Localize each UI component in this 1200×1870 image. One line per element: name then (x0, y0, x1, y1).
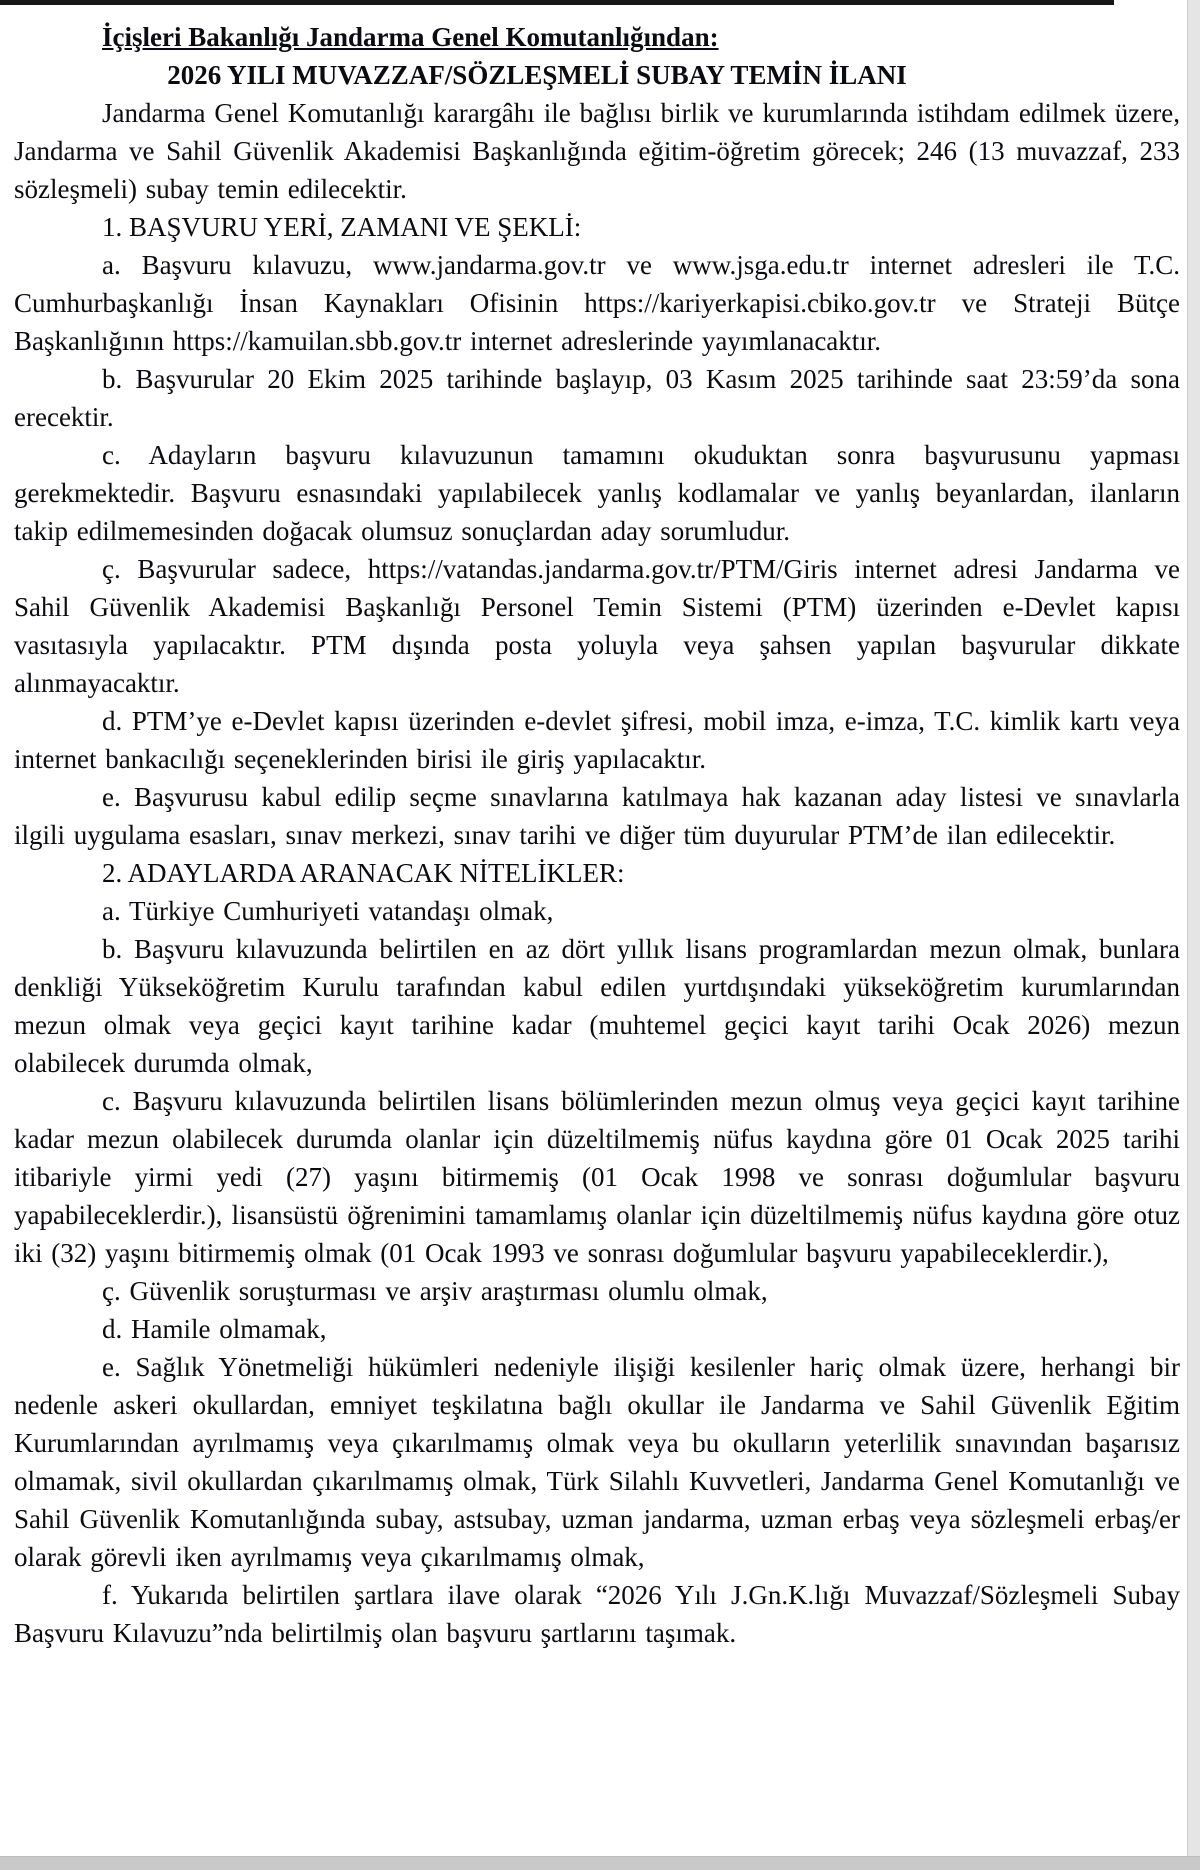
right-page-edge (1187, 0, 1200, 1870)
section-1-item-b: b. Başvurular 20 Ekim 2025 tarihinde başlayıp, 03 Kasım 2025 tarihinde saat 23:59’da sona erecektir. (14, 364, 1180, 432)
section-2-item-a: a. Türkiye Cumhuriyeti vatandaşı olmak, (102, 896, 554, 926)
top-edge-bar (0, 0, 1114, 5)
section-2-item-e: e. Sağlık Yönetmeliği hükümleri nedeniyle ilişiği kesilenler hariç olmak üzere, herhangi bir nedenle askeri okullardan, emniyet teşkilatına bağlı okullar ile Jandarma ve Sahil Güvenlik Eğitim Kurumlarından ayrılmamış veya çıkarılmamış olmak veya bu okulların yeterlilik sınavından başarısız olmamak, sivil okullardan çıkarılmamış olmak, Türk Silahlı Kuvvetleri, Jandarma Genel Komutanlığı ve Sahil Güvenlik Komutanlığında subay, astsubay, uzman jandarma, uzman erbaş veya sözleşmeli erbaş/er olarak görevli iken ayrılmamış veya çıkarılmamış olmak, (14, 1352, 1180, 1572)
section-2-heading: 2. ADAYLARDA ARANACAK NİTELİKLER: (102, 858, 625, 888)
section-1-item-e: e. Başvurusu kabul edilip seçme sınavlarına katılmaya hak kazanan aday listesi ve sınavlarla ilgili uygulama esasları, sınav merkezi, sınav tarihi ve diğer tüm duyurular PTM’de ilan edilecektir. (14, 782, 1180, 850)
intro-paragraph: Jandarma Genel Komutanlığı karargâhı ile bağlısı birlik ve kurumlarında istihdam edilmek üzere, Jandarma ve Sahil Güvenlik Akademisi Başkanlığında eğitim-öğretim görecek; 246 (13 muvazzaf, 233 sözleşmeli) subay temin edilecektir. (14, 98, 1180, 204)
section-2-item-c: c. Başvuru kılavuzunda belirtilen lisans bölümlerinden mezun olmuş veya geçici kayıt tarihine kadar mezun olabilecek durumda olanlar için düzeltilmemiş nüfus kaydına göre 01 Ocak 2025 tarihi itibariyle yirmi yedi (27) yaşını bitirmemiş (01 Ocak 1998 ve sonrası doğumlular başvuru yapabileceklerdir.), lisansüstü öğrenimini tamamlamış olanlar için düzeltilmemiş nüfus kaydına göre otuz iki (32) yaşını bitirmemiş olmak (01 Ocak 1993 ve sonrası doğumlular başvuru yapabileceklerdir.), (14, 1086, 1180, 1268)
section-2-item-c-cedilla: ç. Güvenlik soruşturması ve arşiv araştırması olumlu olmak, (102, 1276, 768, 1306)
document-source-heading: İçişleri Bakanlığı Jandarma Genel Komutanlığından: (102, 22, 719, 52)
section-1-item-c: c. Adayların başvuru kılavuzunun tamamını okuduktan sonra başvurusunu yapması gerekmektedir. Başvuru esnasındaki yapılabilecek yanlış kodlamalar ve yanlış beyanlardan, ilanların takip edilmemesinden doğacak olumsuz sonuçlardan aday sorumludur. (14, 440, 1180, 546)
section-1-item-d: d. PTM’ye e-Devlet kapısı üzerinden e-devlet şifresi, mobil imza, e-imza, T.C. kimlik kartı veya internet bankacılığı seçeneklerinden birisi ile giriş yapılacaktır. (14, 706, 1180, 774)
section-1-heading: 1. BAŞVURU YERİ, ZAMANI VE ŞEKLİ: (102, 212, 582, 242)
document-title: 2026 YILI MUVAZZAF/SÖZLEŞMELİ SUBAY TEMİN İLANI (167, 60, 907, 90)
section-2-item-b: b. Başvuru kılavuzunda belirtilen en az dört yıllık lisans programlardan mezun olmak, bunlara denkliği Yükseköğretim Kurulu tarafından kabul edilen yurtdışındaki yükseköğretim kurumlarından mezun olmak veya geçici kayıt tarihine kadar (muhtemel geçici kayıt tarihi Ocak 2026) mezun olabilecek durumda olmak, (14, 934, 1180, 1078)
section-1-item-a: a. Başvuru kılavuzu, www.jandarma.gov.tr ve www.jsga.edu.tr internet adresleri ile T.C. Cumhurbaşkanlığı İnsan Kaynakları Ofisinin https://kariyerkapisi.cbiko.gov.tr ve Strateji Bütçe Başkanlığının https://kamuilan.sbb.gov.tr internet adreslerinde yayımlanacaktır. (14, 250, 1180, 356)
bottom-page-edge (0, 1856, 1200, 1870)
announcement-document (14, 12, 1180, 1652)
section-2-item-d: d. Hamile olmamak, (102, 1314, 327, 1344)
section-1-item-c-cedilla: ç. Başvurular sadece, https://vatandas.jandarma.gov.tr/PTM/Giris internet adresi Jandarma ve Sahil Güvenlik Akademisi Başkanlığı Personel Temin Sistemi (PTM) üzerinden e-Devlet kapısı vasıtasıyla yapılacaktır. PTM dışında posta yoluyla veya şahsen yapılan başvurular dikkate alınmayacaktır. (14, 554, 1180, 698)
section-2-item-f: f. Yukarıda belirtilen şartlara ilave olarak “2026 Yılı J.Gn.K.lığı Muvazzaf/Sözleşmeli Subay Başvuru Kılavuzu”nda belirtilmiş olan başvuru şartlarını taşımak. (14, 1580, 1180, 1648)
